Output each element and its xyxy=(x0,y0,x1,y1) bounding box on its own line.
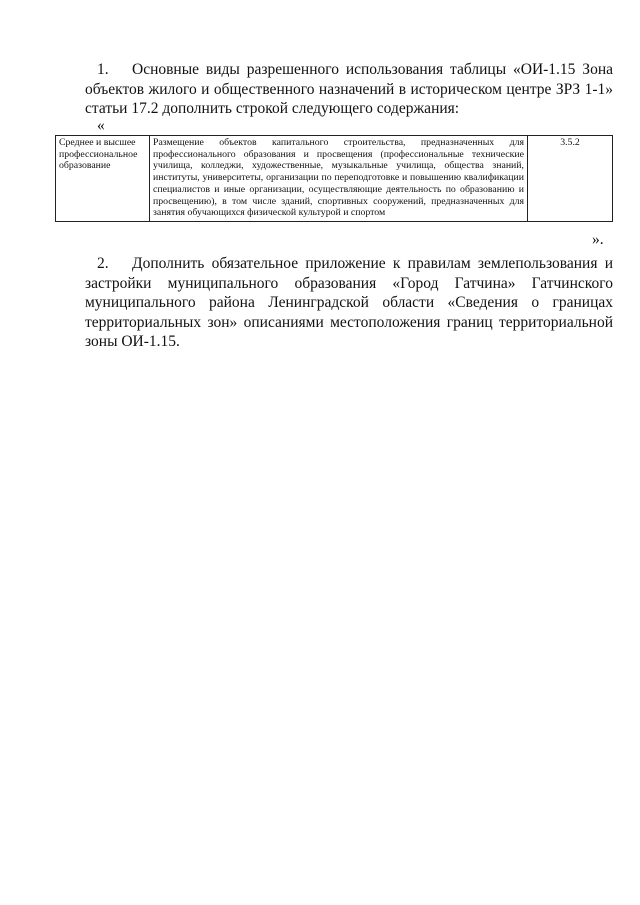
paragraph-2-number: 2. xyxy=(97,255,109,272)
paragraph-2-text: Дополнить обязательное приложение к правилам землепользования и застройки муниципального образования «Город Гатчина» Гатчинского муниципального района Ленинградской области «Сведения о границах территориальных зон» описаниями местоположения границ территориальной зоны ОИ-1.15. xyxy=(85,255,613,350)
use-description-cell: Размещение объектов капитального строительства, предназначенных для профессионального образования и просвещения (профессиональные технические училища, колледжи, художественные, музыкальные училища, общества знаний, институты, университеты, организации по переподготовке и повышению квалификации специалистов и иные организации, осуществляющие деятельность по образованию и просвещению), в том числе зданий, спортивных сооружений, предназначенных для занятия обучающихся физической культурой и спортом xyxy=(150,136,528,222)
paragraph-1 xyxy=(85,60,613,119)
paragraph-1-number: 1. xyxy=(97,61,109,78)
use-name-cell: Среднее и высшее профессиональное образование xyxy=(56,136,150,222)
use-code-cell: 3.5.2 xyxy=(528,136,613,222)
paragraph-2 xyxy=(85,254,613,352)
closing-quote: ». xyxy=(592,231,604,248)
paragraph-1-text: Основные виды разрешенного использования таблицы «ОИ-1.15 Зона объектов жилого и общественного назначений в историческом центре ЗРЗ 1-1» статьи 17.2 дополнить строкой следующего содержания: xyxy=(85,61,613,117)
table-row xyxy=(56,136,613,222)
opening-quote: « xyxy=(97,117,105,134)
land-use-table-row xyxy=(55,135,613,222)
